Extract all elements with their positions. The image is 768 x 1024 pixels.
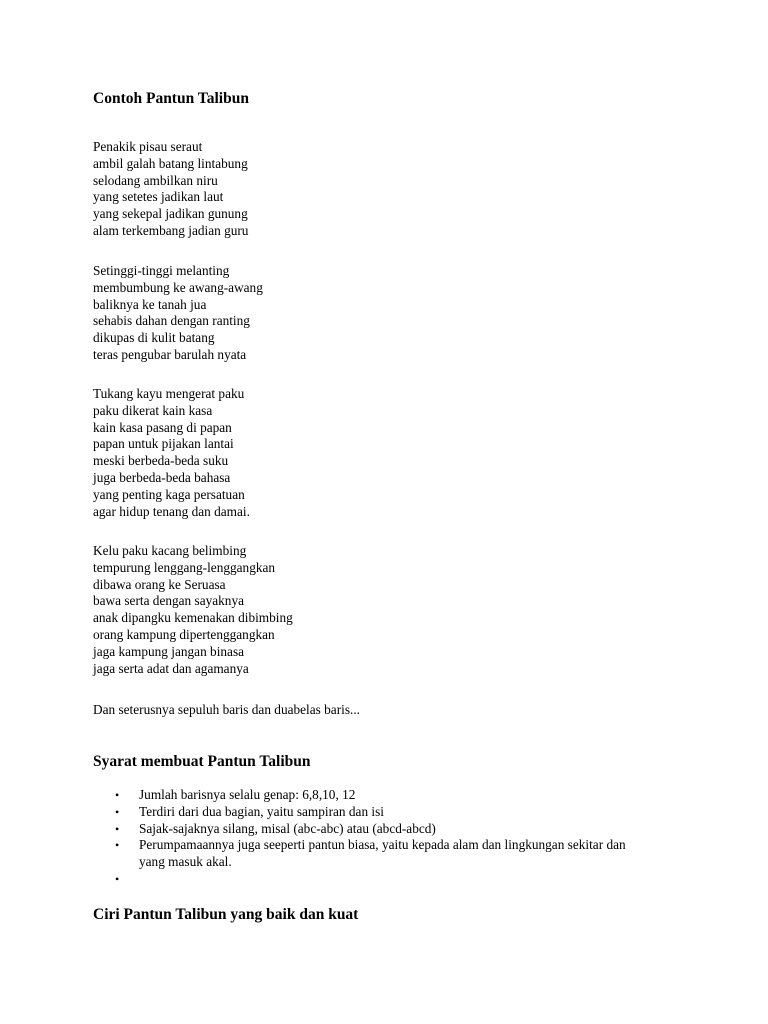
stanza-1 — [93, 139, 248, 240]
list-item-text: Sajak-sajaknya silang, misal (abc-abc) atau (abcd-abcd) — [139, 820, 436, 836]
stanza-line: juga berbeda-beda bahasa — [93, 469, 231, 485]
stanza-line: papan untuk pijakan lantai — [93, 436, 234, 452]
stanza-line: selodang ambilkan niru — [93, 172, 218, 188]
stanza-line: yang penting kaga persatuan — [93, 486, 245, 502]
stanza-line: baliknya ke tanah jua — [93, 296, 207, 312]
stanza-line: Kelu paku kacang belimbing — [93, 543, 247, 558]
document-page — [93, 0, 693, 1024]
stanza-line: ambil galah batang lintabung — [93, 155, 248, 171]
stanza-line: yang setetes jadikan laut — [93, 189, 224, 205]
stanza-line: dikupas di kulit batang — [93, 330, 215, 346]
stanza-line: jaga kampung jangan binasa — [93, 643, 245, 659]
stanza-line: teras pengubar barulah nyata — [93, 346, 247, 362]
list-item-text: Terdiri dari dua bagian, yaitu sampiran dan isi — [139, 803, 384, 819]
list-item-text: Perumpamaannya juga seeperti pantun biasa, yaitu kepada alam dan lingkungan sekitar dan yang masuk akal. — [139, 837, 626, 870]
list-item-empty — [93, 871, 653, 888]
requirements-list — [93, 787, 653, 888]
bullet-icon: • — [115, 788, 120, 802]
bullet-icon: • — [115, 871, 120, 886]
stanza-4 — [93, 543, 293, 677]
list-item — [93, 837, 653, 871]
stanza-line: Setinggi-tinggi melanting — [93, 263, 230, 278]
heading-syarat-membuat: Syarat membuat Pantun Talibun — [93, 753, 311, 770]
stanza-line: alam terkembang jadian guru — [93, 222, 249, 238]
stanza-line: meski berbeda-beda suku — [93, 453, 229, 469]
stanza-line: Tukang kayu mengerat paku — [93, 386, 245, 401]
closing-note: Dan seterusnya sepuluh baris dan duabelas baris... — [93, 702, 360, 717]
stanza-line: jaga serta adat dan agamanya — [93, 660, 249, 676]
list-item — [93, 804, 653, 821]
stanza-line: kain kasa pasang di papan — [93, 419, 232, 435]
stanza-line: agar hidup tenang dan damai. — [93, 503, 250, 519]
stanza-line: paku dikerat kain kasa — [93, 402, 213, 418]
stanza-line: orang kampung dipertenggangkan — [93, 626, 275, 642]
list-item-text: Jumlah barisnya selalu genap: 6,8,10, 12 — [139, 787, 356, 802]
bullet-icon: • — [115, 821, 120, 836]
list-item — [93, 821, 653, 838]
heading-ciri-pantun-talibun: Ciri Pantun Talibun yang baik dan kuat — [93, 906, 359, 923]
stanza-line: dibawa orang ke Seruasa — [93, 576, 226, 592]
stanza-line: tempurung lenggang-lenggangkan — [93, 559, 276, 575]
bullet-icon: • — [115, 804, 120, 819]
stanza-2 — [93, 263, 263, 364]
stanza-line: anak dipangku kemenakan dibimbing — [93, 610, 293, 626]
stanza-3 — [93, 386, 250, 520]
stanza-line: yang sekepal jadikan gunung — [93, 206, 248, 222]
stanza-line: sehabis dahan dengan ranting — [93, 313, 250, 329]
heading-contoh-pantun-talibun: Contoh Pantun Talibun — [93, 90, 249, 107]
stanza-line: Penakik pisau seraut — [93, 139, 203, 154]
bullet-icon: • — [115, 838, 120, 853]
stanza-line: bawa serta dengan sayaknya — [93, 593, 244, 609]
stanza-line: membumbung ke awang-awang — [93, 279, 263, 295]
list-item — [93, 787, 653, 804]
